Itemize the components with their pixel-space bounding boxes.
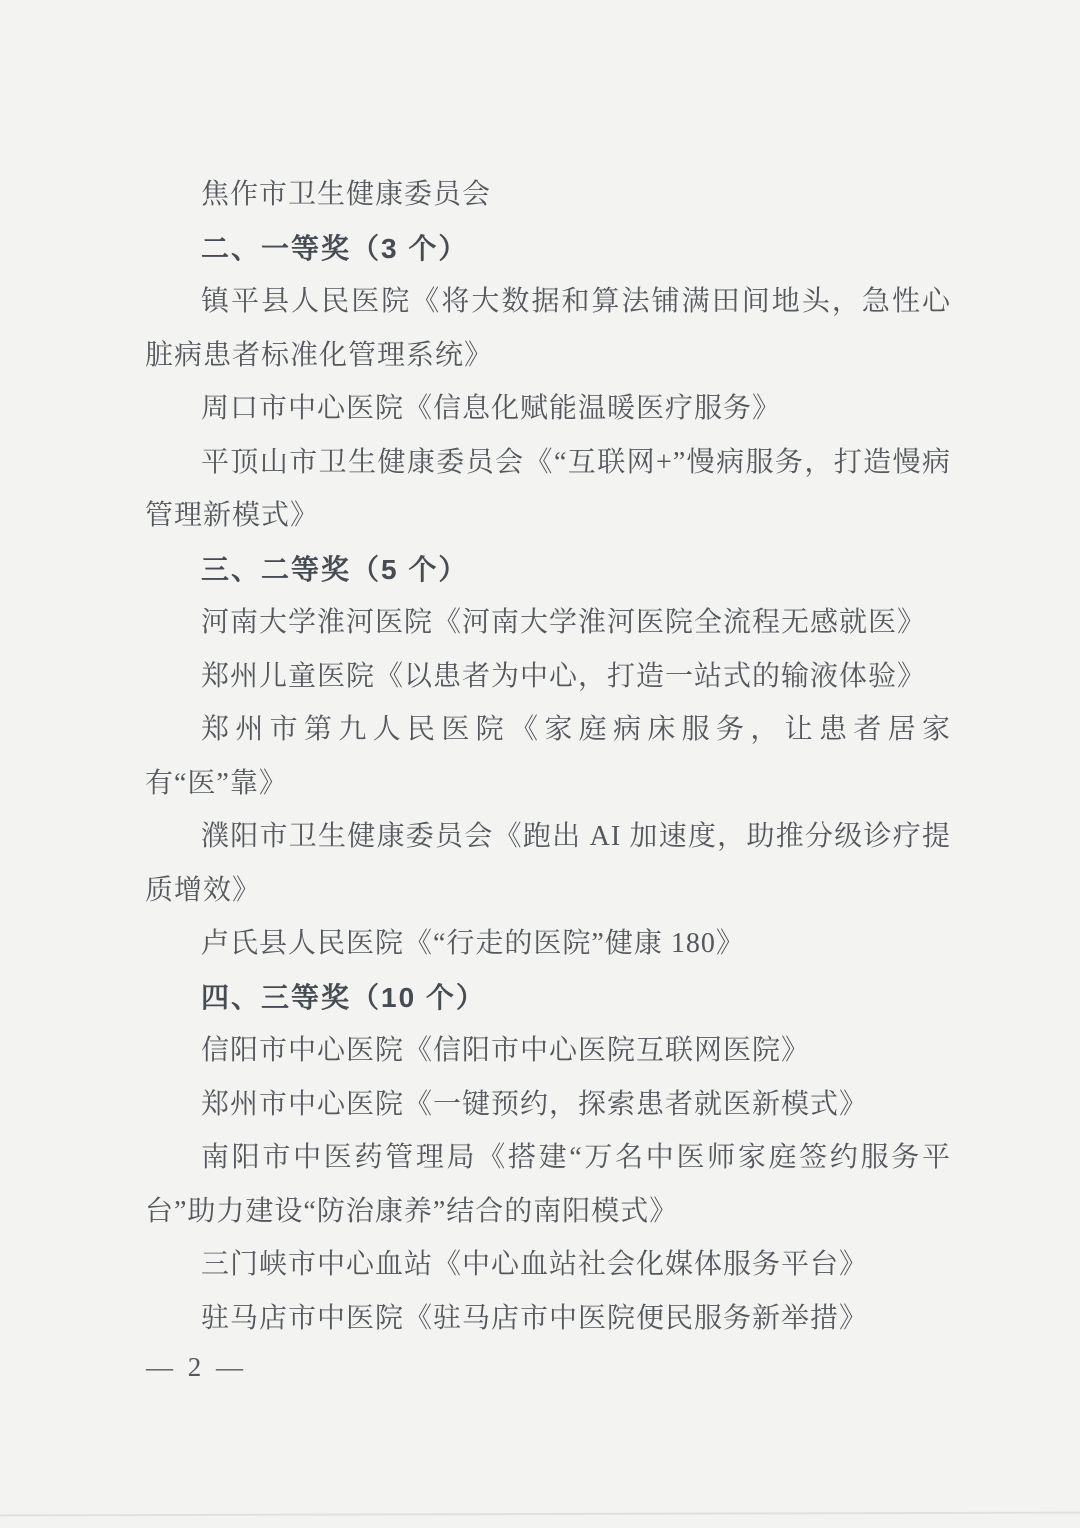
award-item: 郑州市第九人民医院《家庭病床服务，让患者居家有“医”靠》 — [145, 714, 951, 799]
award-item: 三门峡市中心血站《中心血站社会化媒体服务平台》 — [201, 1249, 869, 1280]
award-item: 郑州儿童医院《以患者为中心，打造一站式的输液体验》 — [201, 660, 927, 692]
section-heading-second-prize: 三、二等奖（5 个） — [201, 553, 469, 585]
award-item: 镇平县人民医院《将大数据和算法铺满田间地头，急性心脏病患者标准化管理系统》 — [145, 286, 951, 371]
document-body — [145, 168, 951, 1345]
award-item: 平顶山市卫生健康委员会《“互联网+”慢病服务，打造慢病管理新模式》 — [145, 446, 951, 531]
page-bottom-edge — [0, 1512, 1080, 1517]
page-number: — 2 — — [146, 1352, 247, 1382]
award-item: 周口市中心医院《信息化赋能温暖医疗服务》 — [201, 393, 782, 424]
award-item: 驻马店市中医院《驻马店市中医院便民服务新举措》 — [201, 1302, 869, 1334]
award-item: 信阳市中心医院《信阳市中心医院互联网医院》 — [201, 1035, 811, 1066]
section-heading-first-prize: 二、一等奖（3 个） — [201, 232, 469, 264]
award-item: 濮阳市卫生健康委员会《跑出 AI 加速度，助推分级诊疗提质增效》 — [145, 821, 951, 906]
award-item: 南阳市中医药管理局《搭建“万名中医师家庭签约服务平台”助力建设“防治康养”结合的南阳模式》 — [145, 1142, 951, 1227]
award-item: 郑州市中心医院《一键预约，探索患者就医新模式》 — [201, 1088, 869, 1120]
section-heading-third-prize: 四、三等奖（10 个） — [201, 981, 486, 1013]
organization-line: 焦作市卫生健康委员会 — [201, 179, 492, 210]
award-item: 卢氏县人民医院《“行走的医院”健康 180》 — [201, 928, 745, 959]
award-item: 河南大学淮河医院《河南大学淮河医院全流程无感就医》 — [201, 607, 927, 638]
